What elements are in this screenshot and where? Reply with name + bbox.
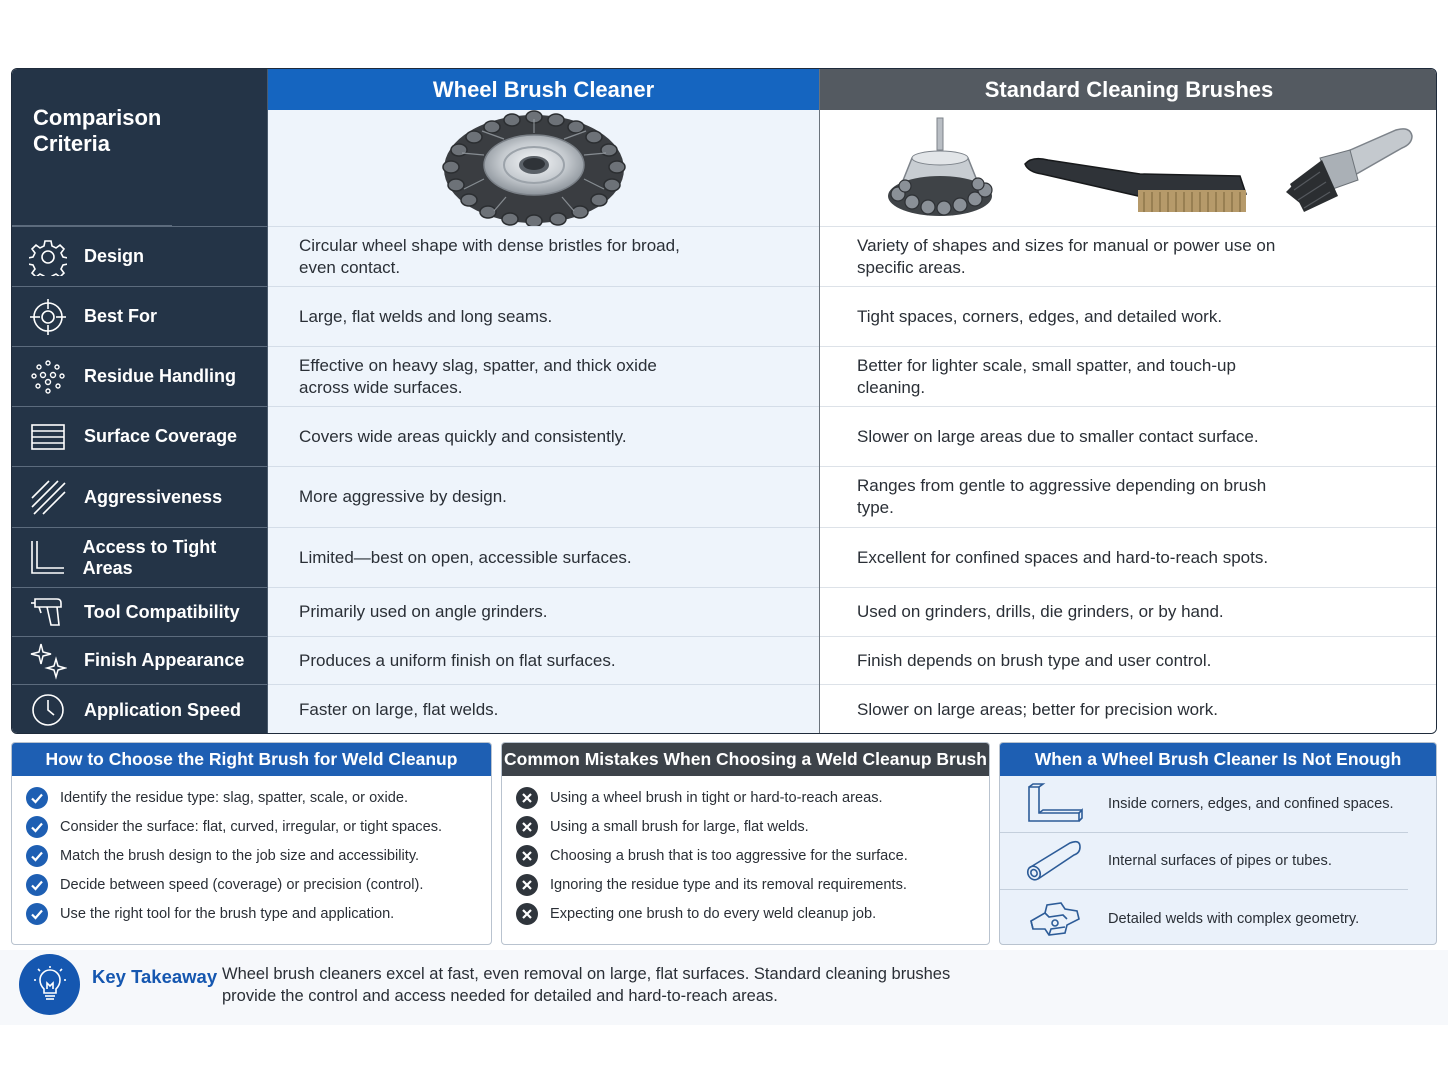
- standard-brushes-image-cell: [820, 110, 1437, 226]
- list-item: [1000, 776, 1408, 833]
- wheel-cell: Primarily used on angle grinders.: [268, 587, 819, 636]
- sparkle-icon: [12, 642, 84, 680]
- table-row: [12, 226, 1437, 286]
- corner-bracket-icon: [1000, 783, 1108, 825]
- criteria-label: Design: [84, 246, 145, 266]
- table-row: [12, 527, 1437, 587]
- list-item-text: Using a small brush for large, flat welds.: [550, 818, 809, 835]
- wheel-cell: Faster on large, flat welds.: [268, 684, 819, 734]
- criteria-header: Comparison Criteria: [12, 69, 172, 226]
- criteria-cell: [12, 587, 267, 636]
- common-mistakes-panel: [501, 742, 990, 945]
- corner-icon: [12, 539, 83, 577]
- criteria-label: Finish Appearance: [84, 650, 245, 670]
- list-item: [502, 899, 989, 928]
- gear-icon: [12, 238, 84, 276]
- list-item-text: Use the right tool for the brush type and application.: [60, 905, 395, 922]
- list-item-text: Detailed welds with complex geometry.: [1108, 910, 1360, 927]
- wire-wheel-brush-image: [268, 110, 819, 226]
- check-circle-icon: [26, 816, 48, 838]
- table-row: [12, 286, 1437, 346]
- slashes-icon: [12, 478, 84, 516]
- lightbulb-icon: [19, 954, 80, 1015]
- column-divider: [819, 69, 820, 733]
- standard-cell: Finish depends on brush type and user control.: [820, 636, 1437, 684]
- table-row: [12, 587, 1437, 636]
- check-circle-icon: [26, 903, 48, 925]
- criteria-label: Aggressiveness: [84, 486, 223, 507]
- list-item: [12, 841, 491, 870]
- drill-icon: [12, 595, 84, 629]
- column-divider: [267, 69, 268, 733]
- list-item-text: Internal surfaces of pipes or tubes.: [1108, 853, 1332, 869]
- table-row: [12, 684, 1437, 734]
- list-item-text: Inside corners, edges, and confined spaces.: [1108, 796, 1394, 812]
- criteria-cell: [12, 226, 267, 286]
- list-item: [12, 783, 491, 812]
- wheel-cell: Limited—best on open, accessible surfaces.: [268, 527, 819, 587]
- x-circle-icon: [516, 787, 538, 809]
- panel-title: When a Wheel Brush Cleaner Is Not Enough: [1000, 743, 1436, 776]
- complex-part-icon: [1000, 899, 1108, 939]
- check-circle-icon: [26, 845, 48, 867]
- x-circle-icon: [516, 816, 538, 838]
- standard-cell: Used on grinders, drills, die grinders, or by hand.: [820, 587, 1437, 636]
- criteria-label: Application Speed: [84, 699, 242, 720]
- criteria-cell: [12, 406, 267, 466]
- how-to-choose-panel: [11, 742, 492, 945]
- x-circle-icon: [516, 874, 538, 896]
- list-item: [502, 870, 989, 899]
- criteria-cell: [12, 636, 267, 684]
- key-takeaway: [0, 950, 1448, 1025]
- standard-cell: Better for lighter scale, small spatter, and touch-up cleaning.: [820, 346, 1437, 406]
- wheel-brush-image-cell: [268, 110, 819, 226]
- wheel-cell: Produces a uniform finish on flat surfaces.: [268, 636, 819, 684]
- x-circle-icon: [516, 845, 538, 867]
- standard-brushes-header: Standard Cleaning Brushes: [820, 69, 1437, 110]
- checklist: [12, 776, 491, 928]
- wheel-brush-header: Wheel Brush Cleaner: [268, 69, 819, 110]
- x-circle-icon: [516, 903, 538, 925]
- criteria-label: Residue Handling: [84, 366, 237, 386]
- particles-icon: [12, 358, 84, 396]
- takeaway-title: Key Takeaway: [92, 966, 218, 987]
- layers-icon: [12, 422, 84, 452]
- wheel-cell: More aggressive by design.: [268, 466, 819, 527]
- target-icon: [12, 298, 84, 336]
- list-item-text: Ignoring the residue type and its removal requirements.: [550, 876, 907, 893]
- criteria-cell: [12, 466, 267, 527]
- list-item: [1000, 833, 1408, 890]
- standard-cell: Excellent for confined spaces and hard-to-reach spots.: [820, 527, 1437, 587]
- end-brush-image: [1286, 129, 1412, 212]
- criteria-label: Tool Compatibility: [84, 601, 240, 622]
- wheel-cell: Effective on heavy slag, spatter, and thick oxide across wide surfaces.: [268, 346, 819, 406]
- criteria-label: Surface Coverage: [84, 426, 238, 446]
- list-item: [12, 899, 491, 928]
- wheel-cell: Circular wheel shape with dense bristles for broad, even contact.: [268, 226, 819, 286]
- list-item: [1000, 890, 1408, 945]
- cup-brush-image: [888, 118, 992, 216]
- table-row: [12, 636, 1437, 684]
- list-item: [12, 812, 491, 841]
- table-row: [12, 466, 1437, 527]
- panel-title: How to Choose the Right Brush for Weld Cleanup: [12, 743, 491, 776]
- wheel-cell: Covers wide areas quickly and consistently.: [268, 406, 819, 466]
- standard-cell: Variety of shapes and sizes for manual or power use on specific areas.: [820, 226, 1437, 286]
- table-row: [12, 406, 1437, 466]
- panel-title: Common Mistakes When Choosing a Weld Cleanup Brush: [502, 743, 989, 776]
- list-item: [502, 841, 989, 870]
- standard-cell: Ranges from gentle to aggressive depending on brush type.: [820, 466, 1437, 527]
- list-item-text: Match the brush design to the job size and accessibility.: [60, 847, 420, 864]
- criteria-cell: [12, 346, 267, 406]
- list-item-text: Choosing a brush that is too aggressive for the surface.: [550, 847, 908, 864]
- check-circle-icon: [26, 787, 48, 809]
- standard-brushes-image: [820, 110, 1437, 226]
- criteria-cell: [12, 286, 267, 346]
- list-item-text: Identify the residue type: slag, spatter, scale, or oxide.: [60, 789, 409, 806]
- criteria-cell: [12, 684, 267, 734]
- criteria-label: Best For: [84, 306, 158, 326]
- clock-icon: [12, 692, 84, 728]
- hand-brush-image: [1025, 159, 1246, 212]
- list-item: [12, 870, 491, 899]
- criteria-label: Access to Tight Areas: [82, 536, 217, 578]
- not-enough-panel: [999, 742, 1437, 945]
- situations-list: [1000, 776, 1436, 945]
- standard-cell: Slower on large areas due to smaller contact surface.: [820, 406, 1437, 466]
- list-item-text: Using a wheel brush in tight or hard-to-reach areas.: [550, 789, 883, 806]
- standard-cell: Tight spaces, corners, edges, and detailed work.: [820, 286, 1437, 346]
- list-item: [502, 783, 989, 812]
- takeaway-text: Wheel brush cleaners excel at fast, even removal on large, flat surfaces. Standard cleaning brushes provide the control and access needed for detailed and hard-to-reach areas.: [222, 965, 951, 1005]
- pipe-icon: [1000, 839, 1108, 883]
- criteria-cell: [12, 527, 267, 587]
- check-circle-icon: [26, 874, 48, 896]
- list-item-text: Consider the surface: flat, curved, irregular, or tight spaces.: [60, 818, 443, 835]
- list-item: [502, 812, 989, 841]
- list-item-text: Expecting one brush to do every weld cleanup job.: [550, 905, 877, 922]
- table-row: [12, 346, 1437, 406]
- list-item-text: Decide between speed (coverage) or precision (control).: [60, 876, 424, 893]
- comparison-table: [11, 68, 1437, 734]
- standard-cell: Slower on large areas; better for precision work.: [820, 684, 1437, 734]
- wheel-cell: Large, flat welds and long seams.: [268, 286, 819, 346]
- mistakes-list: [502, 776, 989, 928]
